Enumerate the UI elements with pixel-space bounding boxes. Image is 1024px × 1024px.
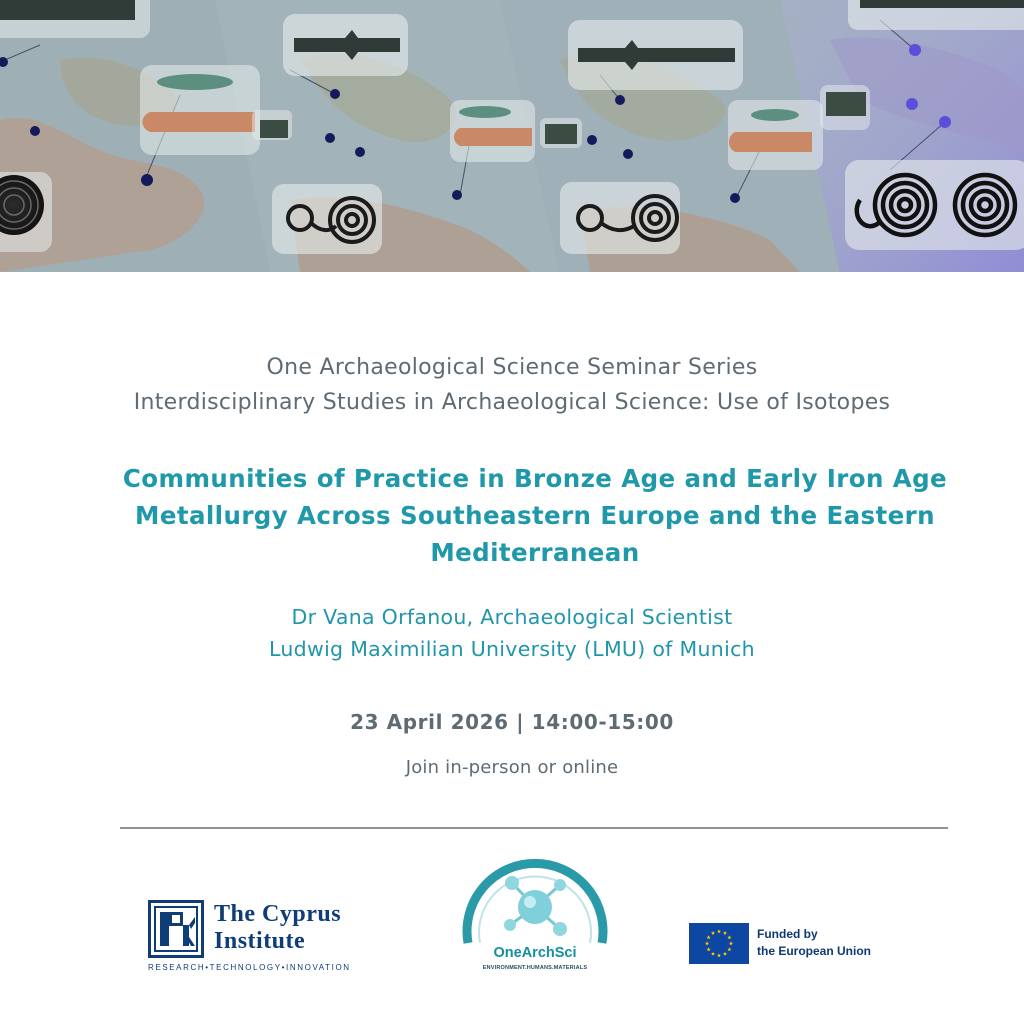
attendance-note: Join in-person or online: [405, 757, 619, 778]
onearchsci-tagline: ENVIRONMENT.HUMANS.MATERIALS: [482, 965, 588, 971]
header-banner-image: [0, 0, 1024, 272]
onearchsci-name: OneArchSci: [493, 945, 577, 961]
eu-star-icon: [729, 941, 733, 945]
eu-star-icon: [727, 935, 731, 939]
eu-star-icon: [707, 935, 711, 939]
seminar-series-subtitle: Interdisciplinary Studies in Archaeological Science: Use of Isotopes: [133, 390, 891, 415]
eu-funding-line-1: Funded by: [757, 927, 818, 941]
onearchsci-logo: [460, 845, 610, 985]
eu-star-icon: [705, 941, 709, 945]
eu-funding-line-2: the European Union: [757, 944, 871, 958]
eu-star-icon: [727, 947, 731, 951]
cyprus-institute-name-line-1: The Cyprus: [214, 901, 342, 927]
seminar-series-title: One Archaeological Science Seminar Series: [266, 355, 758, 380]
eu-star-icon: [711, 952, 715, 956]
speaker-affiliation: Ludwig Maximilian University (LMU) of Munich: [269, 637, 755, 661]
eu-funding-logo: [689, 923, 899, 967]
eu-star-icon: [717, 929, 721, 933]
eu-star-icon: [711, 931, 715, 935]
eu-star-icon: [707, 947, 711, 951]
talk-title: Communities of Practice in Bronze Age and Early Iron Age Metallurgy Across Southeastern Europe and the Eastern Mediterranean: [122, 464, 948, 567]
cyprus-institute-emblem-icon: [148, 900, 204, 958]
cyprus-institute-name-line-2: Institute: [214, 928, 306, 954]
event-date-time: 23 April 2026 | 14:00-15:00: [350, 710, 674, 734]
cyprus-institute-logo: [148, 900, 373, 980]
artifact-map-collage: [0, 0, 1024, 272]
speaker-name: Dr Vana Orfanou, Archaeological Scientist: [291, 605, 733, 629]
eu-flag-icon: [689, 923, 749, 964]
eu-star-icon: [723, 952, 727, 956]
divider: [120, 827, 948, 829]
eu-star-icon: [717, 953, 721, 957]
eu-star-icon: [723, 931, 727, 935]
cyprus-institute-tagline: RESEARCH•TECHNOLOGY•INNOVATION: [148, 963, 351, 972]
molecule-arc-icon: [460, 845, 610, 945]
